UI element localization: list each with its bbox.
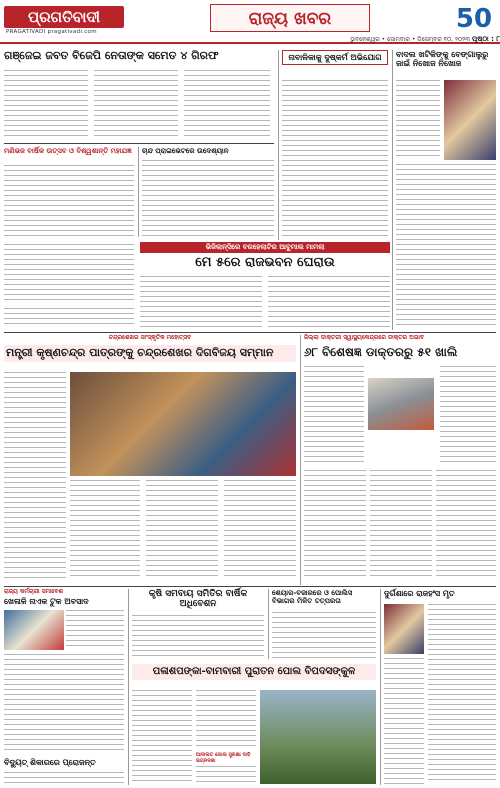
divider: [392, 50, 393, 330]
story-body: [4, 772, 124, 786]
story-kicker: ଚନ୍ଦ୍ରଶେଖର ସାଂସ୍କୃତିକ ମହୋତ୍ସବ: [108, 334, 192, 341]
story-body: [4, 244, 134, 304]
story-photo: [70, 372, 296, 476]
story-body: [396, 80, 440, 160]
story-headline: ଆଦାଲତ ପୋଲ ସୁରକ୍ଷା ଦାବି ଭଗ୍ନଦଶା: [196, 752, 251, 764]
story-body: [4, 372, 66, 582]
divider: [268, 589, 269, 659]
dateline: ଭୁବନେଶ୍ୱର • ସୋମବାର • ଡିସେମ୍ବର ୧୦, ୨୦୨୩: [350, 36, 470, 43]
newspaper-logo: ପ୍ରଗତିବାଦୀ: [4, 6, 124, 28]
story-headline: ଦୁର୍ଗଶାରେ ରାଜହଂସ ମୃତ: [384, 589, 455, 598]
story-kicker: ଭିଜିଲାନ୍ସିରେ ବରହେଲାଟିର ଆବୁମାଲ ମାମଲା: [140, 242, 390, 253]
story-body: [224, 480, 296, 580]
story-body: [132, 615, 264, 659]
masthead: [0, 0, 500, 44]
story-body: [282, 80, 388, 240]
story-body: [428, 604, 496, 784]
story-kicker: ଜିଲ୍ଲା ଡାକ୍ତରୀ ସ୍ୱାସ୍ଥ୍ୟକେନ୍ଦ୍ରରେ ଡାକ୍ତର ଅଭାବ: [304, 334, 425, 341]
divider: [380, 589, 381, 785]
story-body: [436, 470, 496, 580]
story-body: [184, 70, 270, 138]
story-body: [4, 70, 88, 138]
story-body: [70, 480, 140, 580]
story-body: [140, 276, 262, 328]
logo-subtitle: PRAGATIVADI pragativadi.com: [6, 29, 97, 35]
story-headline: ବାଦଲ ଖଟିକିଙ୍କୁ ବେଙ୍ଗାଲୁରୁ ଜାଇଁ ନିଖୋଜ ନିଖୋଜ: [396, 50, 489, 69]
story-headline: ମଣିଭଜ ବାର୍ଷିକ ଉତ୍ସବ ଓ ବିଶ୍ୱଶାନ୍ତି ମହାଯଜ୍ଞ: [4, 147, 132, 155]
divider: [128, 589, 129, 785]
story-headline: ଶେୟାର-ବଜାରରେ ଓ ପୋଲିସ ବିଭାଗର ମିଳିତ ତତ୍ପରତା: [272, 589, 353, 606]
story-kicker: ରାଜ୍ୟ କର୍ମଚାରୀ ସମାବେଶ: [4, 588, 63, 595]
story-body: [272, 612, 376, 660]
story-body: [304, 470, 366, 580]
story-photo: [4, 610, 64, 650]
story-headline: କୃଷି ସମବାୟ ସମିତିର ବାର୍ଷିକ ଅଧିବେଶନ: [148, 589, 248, 610]
story-headline: ଗଞ୍ଜେଇ ଜବତ ବିଜେପି ନେତାଙ୍କ ସମେତ ୪ ଗିରଫ: [4, 49, 219, 62]
story-body: [66, 610, 124, 650]
divider: [4, 586, 496, 587]
story-body: [94, 70, 178, 138]
story-body: [4, 654, 124, 754]
story-body: [146, 480, 218, 580]
story-body: [196, 690, 256, 750]
story-photo: [368, 378, 434, 430]
story-headline: ଖେଳାଳି ନାଏକ ଟୁକ ଅବସାଦ: [4, 597, 89, 606]
page-number: ପୃଷ୍ଠା : ୮: [472, 35, 500, 43]
story-photo: [384, 604, 424, 654]
divider: [300, 335, 301, 585]
story-body: [396, 164, 496, 328]
story-body: [142, 160, 274, 237]
story-photo: [260, 690, 376, 784]
story-body: [304, 366, 364, 466]
story-headline: ନାବାଳିକାକୁ ଦୁଷ୍କର୍ମ ଅଭିଯୋଗ: [282, 50, 388, 65]
story-body: [268, 276, 390, 328]
story-body: [384, 658, 424, 784]
divider: [278, 50, 279, 240]
divider: [4, 332, 496, 333]
divider: [4, 143, 274, 144]
story-photo: [444, 80, 496, 160]
story-headline: ମେ ୫ରେ ରାଜଭବନ ଘେରାଉ: [195, 255, 335, 270]
story-headline: ପଳାଶପଙ୍କା-ବାମବାରୀ ପୁରାତନ ପୋଲ ବିପଦସଙ୍କୁଳ: [132, 664, 376, 680]
story-headline: ବିଦ୍ୟୁତ୍ ଶିକାରରେ ପ୍ରୋଜନ୍ତ: [4, 758, 96, 767]
story-body: [132, 690, 192, 784]
story-body: [196, 766, 256, 784]
story-headline: ମନ୍ତ୍ରୀ କୃଷ୍ଣଚନ୍ଦ୍ର ପାତ୍ରଙ୍କୁ ଚନ୍ଦ୍ରଶେଖର ଦିଗବିଜୟ ସମ୍ମାନ: [4, 345, 296, 362]
divider: [138, 147, 139, 237]
story-body: [370, 470, 432, 580]
story-headline: ଚାନ୍ଦ ପ୍ରାଇଭେଟରେ ଉଦେଶ୍ୟାନ: [142, 147, 229, 155]
section-title: ରାଜ୍ୟ ଖବର: [210, 4, 370, 32]
story-body: [440, 366, 496, 466]
story-body: [4, 165, 134, 237]
anniversary-badge: 50: [455, 4, 493, 34]
story-headline: ୬୮ ବିଶେଷଜ୍ଞ ଡାକ୍ତରରୁ ୫୧ ଖାଲି: [304, 345, 458, 359]
story-body: [4, 308, 134, 328]
